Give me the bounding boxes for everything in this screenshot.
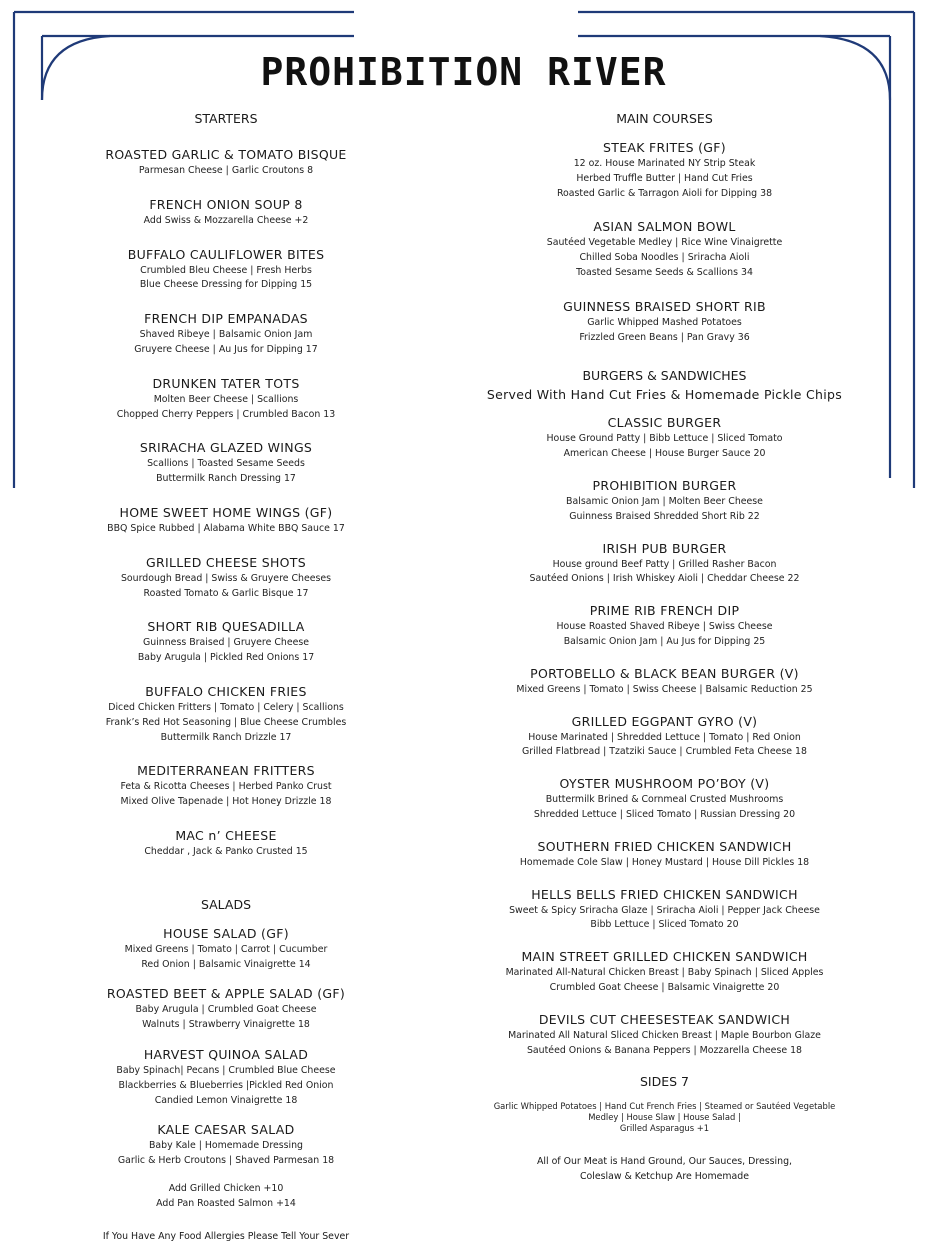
menu-item [40, 618, 412, 666]
menu-item [40, 683, 412, 745]
menu-item-description: House Ground Patty | Bibb Lettuce | Sliced Tomato [452, 432, 877, 447]
menu-item-name: KALE CAESAR SALAD [40, 1121, 412, 1139]
menu-item [40, 439, 412, 487]
menu-item-name: SRIRACHA GLAZED WINGS [40, 439, 412, 457]
sides-list [452, 1101, 877, 1134]
homemade-note-line: All of Our Meat is Hand Ground, Our Sauces, Dressing, [452, 1155, 877, 1170]
menu-item-description: Frizzled Green Beans | Pan Gravy 36 [452, 331, 877, 346]
menu-item-description: Marinated All Natural Sliced Chicken Breast | Maple Bourbon Glaze [452, 1029, 877, 1044]
menu-item [40, 375, 412, 423]
menu-item-description: Molten Beer Cheese | Scallions [40, 393, 412, 408]
menu-item-description: Sourdough Bread | Swiss & Gruyere Cheeses [40, 572, 412, 587]
menu-item-description: Parmesan Cheese | Garlic Croutons 8 [40, 164, 412, 179]
right-column [452, 110, 877, 1185]
menu-item [40, 504, 412, 537]
menu-item-name: HARVEST QUINOA SALAD [40, 1046, 412, 1064]
menu-item [452, 1011, 877, 1059]
menu-item-name: HELLS BELLS FRIED CHICKEN SANDWICH [452, 886, 877, 904]
menu-item-description: Mixed Greens | Tomato | Carrot | Cucumber [40, 943, 412, 958]
homemade-note-line: Coleslaw & Ketchup Are Homemade [452, 1170, 877, 1185]
menu-item [452, 540, 877, 588]
menu-item-name: DRUNKEN TATER TOTS [40, 375, 412, 393]
menu-item-description: Frank’s Red Hot Seasoning | Blue Cheese Crumbles [40, 716, 412, 731]
menu-item-description: Cheddar , Jack & Panko Crusted 15 [40, 845, 412, 860]
sides-line: Medley | House Slaw | House Salad | [452, 1112, 877, 1123]
starters-list [40, 146, 412, 860]
menu-item [40, 827, 412, 860]
menu-item-description: Buttermilk Ranch Dressing 17 [40, 472, 412, 487]
menu-item-description: Garlic & Herb Croutons | Shaved Parmesan 18 [40, 1154, 412, 1169]
addon-line: Add Pan Roasted Salmon +14 [40, 1197, 412, 1212]
menu-item-description: Homemade Cole Slaw | Honey Mustard | House Dill Pickles 18 [452, 856, 877, 871]
menu-item-description: Sweet & Spicy Sriracha Glaze | Sriracha Aioli | Pepper Jack Cheese [452, 904, 877, 919]
menu-item-description: Candied Lemon Vinaigrette 18 [40, 1094, 412, 1109]
menu-item-description: Sautéed Onions | Irish Whiskey Aioli | Cheddar Cheese 22 [452, 572, 877, 587]
menu-item [40, 1121, 412, 1169]
menu-item-description: 12 oz. House Marinated NY Strip Steak [452, 157, 877, 172]
menu-item-name: OYSTER MUSHROOM PO’BOY (V) [452, 775, 877, 793]
menu-item-name: GRILLED EGGPANT GYRO (V) [452, 713, 877, 731]
menu-item-description: BBQ Spice Rubbed | Alabama White BBQ Sauce 17 [40, 522, 412, 537]
menu-item-description: Crumbled Goat Cheese | Balsamic Vinaigrette 20 [452, 981, 877, 996]
menu-item-description: Balsamic Onion Jam | Molten Beer Cheese [452, 495, 877, 510]
menu-item [40, 925, 412, 973]
menu-item-name: SOUTHERN FRIED CHICKEN SANDWICH [452, 838, 877, 856]
sides-line: Garlic Whipped Potatoes | Hand Cut French Fries | Steamed or Sautéed Vegetable [452, 1101, 877, 1112]
menu-item-name: STEAK FRITES (GF) [452, 139, 877, 157]
menu-item-name: HOME SWEET HOME WINGS (GF) [40, 504, 412, 522]
salads-section [40, 896, 412, 1212]
menu-item-name: CLASSIC BURGER [452, 414, 877, 432]
menu-item-name: GRILLED CHEESE SHOTS [40, 554, 412, 572]
menu-item-name: BUFFALO CAULIFLOWER BITES [40, 246, 412, 264]
menu-item [40, 985, 412, 1033]
menu-item-name: PROHIBITION BURGER [452, 477, 877, 495]
menu-item-description: House ground Beef Patty | Grilled Rasher Bacon [452, 558, 877, 573]
menu-item [40, 1046, 412, 1108]
burgers-section [452, 367, 877, 1058]
menu-item-description: Baby Kale | Homemade Dressing [40, 1139, 412, 1154]
menu-item-description: Shredded Lettuce | Sliced Tomato | Russian Dressing 20 [452, 808, 877, 823]
menu-item-description: Toasted Sesame Seeds & Scallions 34 [452, 266, 877, 281]
menu-item-description: Scallions | Toasted Sesame Seeds [40, 457, 412, 472]
menu-item [40, 196, 412, 229]
menu-item-description: Blackberries & Blueberries |Pickled Red Onion [40, 1079, 412, 1094]
menu-item-description: Baby Arugula | Pickled Red Onions 17 [40, 651, 412, 666]
menu-item-description: Blue Cheese Dressing for Dipping 15 [40, 278, 412, 293]
starters-heading: STARTERS [40, 110, 412, 128]
menu-item-name: GUINNESS BRAISED SHORT RIB [452, 298, 877, 316]
menu-item-description: House Marinated | Shredded Lettuce | Tomato | Red Onion [452, 731, 877, 746]
menu-item-description: Sautéed Onions & Banana Peppers | Mozzarella Cheese 18 [452, 1044, 877, 1059]
main-courses-section [452, 110, 877, 345]
menu-item-description: Guinness Braised | Gruyere Cheese [40, 636, 412, 651]
menu-item-name: SHORT RIB QUESADILLA [40, 618, 412, 636]
salad-addons [40, 1182, 412, 1212]
menu-item-name: MAC n’ CHEESE [40, 827, 412, 845]
menu-item-description: Guinness Braised Shredded Short Rib 22 [452, 510, 877, 525]
menu-item [452, 139, 877, 201]
main-courses-list [452, 139, 877, 345]
menu-item-name: MEDITERRANEAN FRITTERS [40, 762, 412, 780]
left-column [40, 110, 412, 1244]
menu-item-name: HOUSE SALAD (GF) [40, 925, 412, 943]
menu-item [452, 665, 877, 698]
menu-item-description: Mixed Olive Tapenade | Hot Honey Drizzle 18 [40, 795, 412, 810]
menu-item [452, 298, 877, 346]
menu-item [40, 762, 412, 810]
menu-item-description: Sautéed Vegetable Medley | Rice Wine Vinaigrette [452, 236, 877, 251]
menu-item-description: American Cheese | House Burger Sauce 20 [452, 447, 877, 462]
menu-item-description: Gruyere Cheese | Au Jus for Dipping 17 [40, 343, 412, 358]
menu-item [452, 886, 877, 934]
menu-item-description: Shaved Ribeye | Balsamic Onion Jam [40, 328, 412, 343]
menu-item [452, 713, 877, 761]
menu-item-description: Balsamic Onion Jam | Au Jus for Dipping 25 [452, 635, 877, 650]
menu-item-name: MAIN STREET GRILLED CHICKEN SANDWICH [452, 948, 877, 966]
menu-item-description: Walnuts | Strawberry Vinaigrette 18 [40, 1018, 412, 1033]
starters-section [40, 110, 412, 860]
menu-item [452, 477, 877, 525]
menu-item-description: Chopped Cherry Peppers | Crumbled Bacon 13 [40, 408, 412, 423]
menu-item [40, 310, 412, 358]
salads-heading: SALADS [40, 896, 412, 914]
menu-item-name: BUFFALO CHICKEN FRIES [40, 683, 412, 701]
menu-item [452, 602, 877, 650]
menu-item-description: Bibb Lettuce | Sliced Tomato 20 [452, 918, 877, 933]
menu-item-name: IRISH PUB BURGER [452, 540, 877, 558]
sides-section [452, 1073, 877, 1134]
sides-line: Grilled Asparagus +1 [452, 1123, 877, 1134]
menu-item-name: FRENCH DIP EMPANADAS [40, 310, 412, 328]
allergy-note: If You Have Any Food Allergies Please Tell Your Sever [40, 1230, 412, 1244]
sides-heading: SIDES 7 [452, 1073, 877, 1091]
menu-item-description: Garlic Whipped Mashed Potatoes [452, 316, 877, 331]
menu-item-description: Roasted Tomato & Garlic Bisque 17 [40, 587, 412, 602]
menu-item-name: ROASTED BEET & APPLE SALAD (GF) [40, 985, 412, 1003]
menu-item [40, 246, 412, 294]
menu-item-description: Herbed Truffle Butter | Hand Cut Fries [452, 172, 877, 187]
menu-item [40, 146, 412, 179]
menu-item-description: Add Swiss & Mozzarella Cheese +2 [40, 214, 412, 229]
menu-item-description: Diced Chicken Fritters | Tomato | Celery | Scallions [40, 701, 412, 716]
menu-item-description: Feta & Ricotta Cheeses | Herbed Panko Crust [40, 780, 412, 795]
menu-item [452, 414, 877, 462]
salads-list [40, 925, 412, 1169]
addon-line: Add Grilled Chicken +10 [40, 1182, 412, 1197]
restaurant-title: PROHIBITION RIVER [0, 50, 927, 94]
menu-item [40, 554, 412, 602]
menu-item-description: Grilled Flatbread | Tzatziki Sauce | Crumbled Feta Cheese 18 [452, 745, 877, 760]
homemade-note [452, 1155, 877, 1185]
burgers-list [452, 414, 877, 1058]
menu-item-name: DEVILS CUT CHEESESTEAK SANDWICH [452, 1011, 877, 1029]
menu-item-description: Mixed Greens | Tomato | Swiss Cheese | Balsamic Reduction 25 [452, 683, 877, 698]
burgers-subheading: Served With Hand Cut Fries & Homemade Pickle Chips [452, 386, 877, 404]
menu-item [452, 948, 877, 996]
menu-item-description: Red Onion | Balsamic Vinaigrette 14 [40, 958, 412, 973]
menu-item-description: Chilled Soba Noodles | Sriracha Aioli [452, 251, 877, 266]
menu-item-name: PORTOBELLO & BLACK BEAN BURGER (V) [452, 665, 877, 683]
menu-item-description: House Roasted Shaved Ribeye | Swiss Cheese [452, 620, 877, 635]
menu-item-name: ROASTED GARLIC & TOMATO BISQUE [40, 146, 412, 164]
burgers-heading: BURGERS & SANDWICHES [452, 367, 877, 385]
menu-item-description: Roasted Garlic & Tarragon Aioli for Dipping 38 [452, 187, 877, 202]
main-courses-heading: MAIN COURSES [452, 110, 877, 128]
menu-item-description: Buttermilk Ranch Drizzle 17 [40, 731, 412, 746]
menu-item-description: Buttermilk Brined & Cornmeal Crusted Mushrooms [452, 793, 877, 808]
menu-item-name: FRENCH ONION SOUP 8 [40, 196, 412, 214]
menu-item-description: Baby Arugula | Crumbled Goat Cheese [40, 1003, 412, 1018]
menu-item [452, 218, 877, 280]
menu-item-description: Crumbled Bleu Cheese | Fresh Herbs [40, 264, 412, 279]
menu-item-description: Baby Spinach| Pecans | Crumbled Blue Cheese [40, 1064, 412, 1079]
menu-item-name: PRIME RIB FRENCH DIP [452, 602, 877, 620]
menu-item-description: Marinated All-Natural Chicken Breast | Baby Spinach | Sliced Apples [452, 966, 877, 981]
menu-item-name: ASIAN SALMON BOWL [452, 218, 877, 236]
menu-item [452, 838, 877, 871]
menu-item [452, 775, 877, 823]
